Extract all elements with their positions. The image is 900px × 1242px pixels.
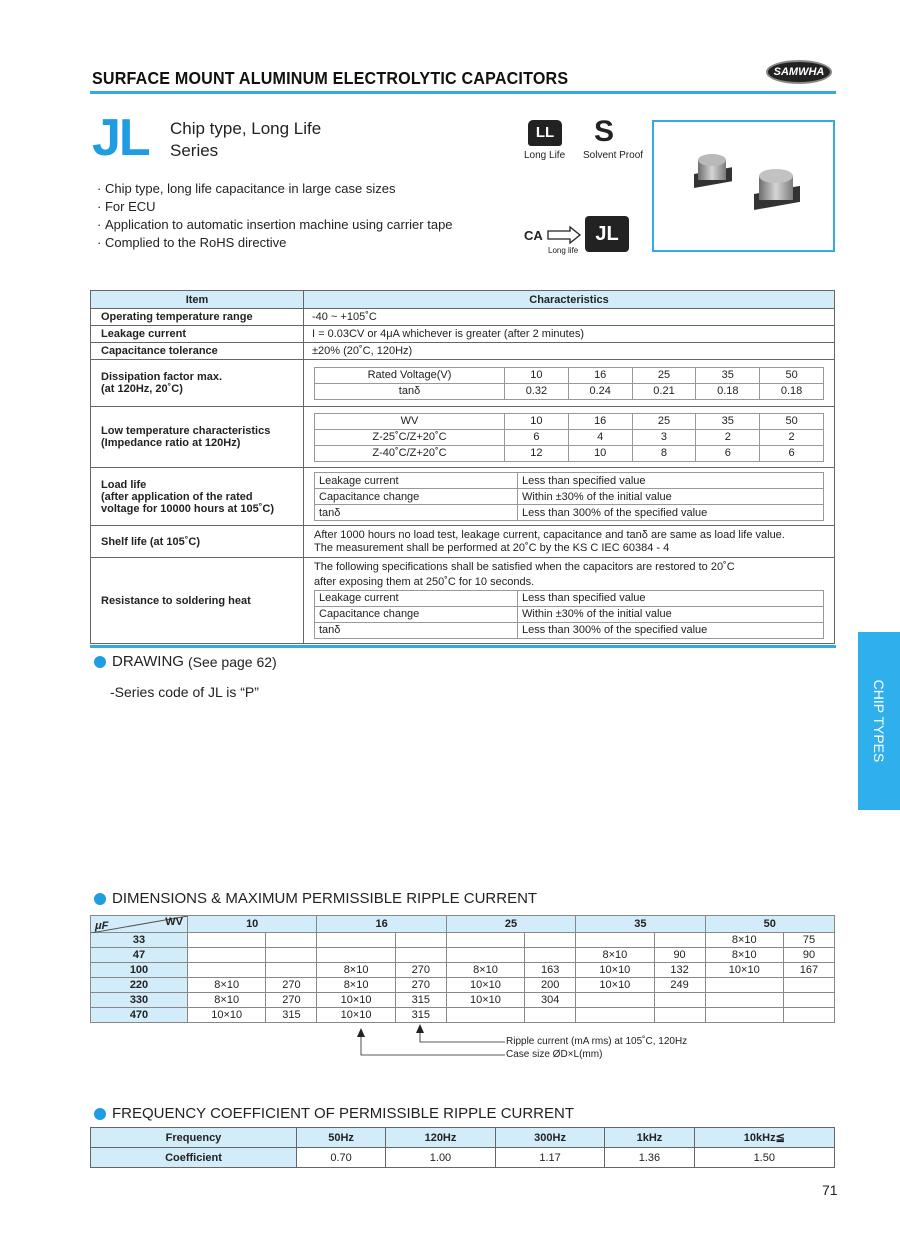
long-life-icon: LL xyxy=(528,120,562,146)
series-code: JL xyxy=(92,109,149,167)
lt-value: 2 xyxy=(760,429,824,445)
dim-ripple-current: 249 xyxy=(654,978,705,993)
dim-ripple-current: 304 xyxy=(525,993,576,1008)
dim-voltage-header: 25 xyxy=(446,916,575,933)
df-label-line1: Dissipation factor max. xyxy=(101,371,223,383)
dim-case-size xyxy=(317,933,395,948)
dim-case-size xyxy=(576,1008,654,1023)
dim-ripple-current: 200 xyxy=(525,978,576,993)
solder-criteria: Less than specified value xyxy=(518,591,824,607)
dim-table-row xyxy=(91,993,835,1008)
coef-value: 1.50 xyxy=(694,1148,834,1168)
dim-case-size: 8×10 xyxy=(317,963,395,978)
dim-ripple-current xyxy=(525,1008,576,1023)
feature-item: · Application to automatic insertion machine using carrier tape xyxy=(97,216,453,234)
dim-ripple-current: 167 xyxy=(783,963,834,978)
dim-case-size: 10×10 xyxy=(576,963,654,978)
df-value: 0.32 xyxy=(505,383,569,399)
flow-to-series: JL xyxy=(585,216,629,252)
series-desc-line1: Chip type, Long Life xyxy=(170,119,322,138)
df-value: 0.24 xyxy=(568,383,632,399)
freq-value: 1kHz xyxy=(605,1128,694,1148)
dim-ripple-current xyxy=(266,933,317,948)
shelf-line2: The measurement shall be performed at 20˚C by the KS C IEC 60384 - 4 xyxy=(314,541,670,554)
leakage-value: I = 0.03CV or 4μA whichever is greater (after 2 minutes) xyxy=(304,326,835,343)
dim-case-size: 8×10 xyxy=(188,978,266,993)
solder-line2: after exposing them at 250˚C for 10 seconds. xyxy=(314,576,535,588)
dim-table-row xyxy=(91,933,835,948)
lt-voltage: 16 xyxy=(568,413,632,429)
spec-header-item: Item xyxy=(91,291,304,309)
shelf-life-value xyxy=(304,526,835,558)
dissipation-factor-label xyxy=(91,360,304,407)
lt-row1-label: Z-25˚C/Z+20˚C xyxy=(315,429,505,445)
load-life-label xyxy=(91,468,304,526)
dim-case-size xyxy=(188,933,266,948)
solder-item: tanδ xyxy=(315,623,518,639)
dim-ripple-current xyxy=(395,948,446,963)
drawing-divider xyxy=(90,645,836,648)
dimensions-table xyxy=(90,915,835,1023)
solder-criteria: Within ±30% of the initial value xyxy=(518,607,824,623)
dim-ripple-current: 315 xyxy=(395,1008,446,1023)
solder-line1: The following specifications shall be satisfied when the capacitors are restored to 20˚C xyxy=(314,561,735,573)
dim-case-size xyxy=(576,933,654,948)
load-label-line1: Load life xyxy=(101,478,147,491)
product-photo xyxy=(652,120,835,252)
spec-header-characteristics: Characteristics xyxy=(304,291,835,309)
freq-row-label: Frequency xyxy=(91,1128,297,1148)
dim-ripple-current xyxy=(783,1008,834,1023)
dim-case-size xyxy=(446,948,524,963)
load-life-subtable xyxy=(314,472,824,521)
df-value: 0.18 xyxy=(760,383,824,399)
frequency-title: FREQUENCY COEFFICIENT OF PERMISSIBLE RIPPLE CURRENT xyxy=(112,1105,575,1122)
dim-capacitance: 220 xyxy=(91,978,188,993)
load-label-line3: voltage for 10000 hours at 105˚C) xyxy=(101,502,275,515)
dim-capacitance: 330 xyxy=(91,993,188,1008)
cap-tolerance-value: ±20% (20˚C, 120Hz) xyxy=(304,343,835,360)
dim-ripple-current: 163 xyxy=(525,963,576,978)
lt-value: 6 xyxy=(760,445,824,461)
dim-ripple-current xyxy=(395,933,446,948)
long-life-label: Long Life xyxy=(524,150,566,161)
df-voltage: 25 xyxy=(632,367,696,383)
dim-ripple-current xyxy=(654,1008,705,1023)
dim-case-size: 10×10 xyxy=(188,1008,266,1023)
page-number: 71 xyxy=(822,1182,838,1198)
lt-row2-label: Z-40˚C/Z+20˚C xyxy=(315,445,505,461)
dim-case-size: 8×10 xyxy=(705,933,783,948)
solvent-proof-label: Solvent Proof xyxy=(583,150,644,161)
chip-types-tab[interactable] xyxy=(858,632,900,810)
dim-ripple-current: 75 xyxy=(783,933,834,948)
lt-subtable xyxy=(314,413,824,462)
lt-head: WV xyxy=(315,413,505,429)
feature-item: · Complied to the RoHS directive xyxy=(97,234,453,252)
coef-value: 1.00 xyxy=(386,1148,496,1168)
leakage-label: Leakage current xyxy=(91,326,304,343)
lt-voltage: 50 xyxy=(760,413,824,429)
df-value: 0.21 xyxy=(632,383,696,399)
df-head: Rated Voltage(V) xyxy=(315,367,505,383)
low-temp-cell xyxy=(304,407,835,468)
load-life-cell xyxy=(304,468,835,526)
series-desc-line2: Series xyxy=(170,141,219,160)
dim-corner-cell xyxy=(91,916,188,933)
page-title: SURFACE MOUNT ALUMINUM ELECTROLYTIC CAPACITORS xyxy=(92,68,569,88)
bullet-dot-icon xyxy=(94,1108,106,1120)
df-voltage: 10 xyxy=(505,367,569,383)
dim-ripple-current: 315 xyxy=(266,1008,317,1023)
dissipation-factor-cell xyxy=(304,360,835,407)
lt-value: 6 xyxy=(696,445,760,461)
coef-row-label: Coefficient xyxy=(91,1148,297,1168)
soldering-heat-label: Resistance to soldering heat xyxy=(91,558,304,644)
dim-voltage-header: 16 xyxy=(317,916,446,933)
dim-ripple-current: 270 xyxy=(266,978,317,993)
dim-case-size xyxy=(188,963,266,978)
load-criteria: Within ±30% of the initial value xyxy=(518,489,824,505)
low-temp-label xyxy=(91,407,304,468)
load-label-line2: (after application of the rated xyxy=(101,490,253,503)
dim-ripple-current: 315 xyxy=(395,993,446,1008)
dimensions-heading xyxy=(94,890,537,907)
dim-case-size: 10×10 xyxy=(446,993,524,1008)
dim-case-size: 8×10 xyxy=(317,978,395,993)
lt-label-line1: Low temperature characteristics xyxy=(101,425,271,437)
dim-case-size: 10×10 xyxy=(576,978,654,993)
dim-case-size xyxy=(446,1008,524,1023)
coef-value: 1.36 xyxy=(605,1148,694,1168)
flow-from-series: CA xyxy=(524,228,543,243)
dim-table-row xyxy=(91,978,835,993)
drawing-page-ref: (See page 62) xyxy=(187,653,277,670)
dim-ripple-current xyxy=(266,963,317,978)
dim-ripple-current xyxy=(654,993,705,1008)
frequency-table xyxy=(90,1127,835,1168)
dim-case-size: 10×10 xyxy=(446,978,524,993)
df-voltage: 50 xyxy=(760,367,824,383)
freq-value: 120Hz xyxy=(386,1128,496,1148)
dim-ripple-current xyxy=(783,993,834,1008)
dim-case-size: 10×10 xyxy=(705,963,783,978)
lt-value: 8 xyxy=(632,445,696,461)
lt-value: 6 xyxy=(505,429,569,445)
lt-voltage: 10 xyxy=(505,413,569,429)
corner-wv: WV xyxy=(165,916,183,928)
freq-value: 10kHz≦ xyxy=(694,1128,834,1148)
df-voltage: 16 xyxy=(568,367,632,383)
load-item: Leakage current xyxy=(315,473,518,489)
dim-capacitance: 100 xyxy=(91,963,188,978)
dim-case-size: 8×10 xyxy=(188,993,266,1008)
shelf-life-label: Shelf life (at 105˚C) xyxy=(91,526,304,558)
df-voltage: 35 xyxy=(696,367,760,383)
dim-case-size: 8×10 xyxy=(446,963,524,978)
dim-case-size xyxy=(705,993,783,1008)
capacitor-illustration xyxy=(654,122,833,250)
bullet-dot-icon xyxy=(94,656,106,668)
load-criteria: Less than specified value xyxy=(518,473,824,489)
feature-item: · For ECU xyxy=(97,198,453,216)
soldering-heat-cell xyxy=(304,558,835,644)
dim-case-size: 10×10 xyxy=(317,993,395,1008)
lt-voltage: 25 xyxy=(632,413,696,429)
lt-value: 10 xyxy=(568,445,632,461)
dim-capacitance: 470 xyxy=(91,1008,188,1023)
dim-case-size xyxy=(188,948,266,963)
dim-case-size xyxy=(705,978,783,993)
dim-case-size: 8×10 xyxy=(705,948,783,963)
dim-case-size xyxy=(705,1008,783,1023)
dimensions-title: DIMENSIONS & MAXIMUM PERMISSIBLE RIPPLE CURRENT xyxy=(112,890,538,907)
op-temp-value: -40 ~ +105˚C xyxy=(304,309,835,326)
series-code-note: -Series code of JL is “P” xyxy=(110,684,259,700)
lt-label-line2: (Impedance ratio at 120Hz) xyxy=(101,437,241,449)
coef-value: 1.17 xyxy=(495,1148,605,1168)
series-description xyxy=(170,118,321,162)
flow-arrow-label: Long life xyxy=(548,246,579,255)
solder-item: Capacitance change xyxy=(315,607,518,623)
dim-case-size xyxy=(317,948,395,963)
legend-case-size: Case size ØD×L(mm) xyxy=(506,1049,603,1060)
dim-capacitance: 47 xyxy=(91,948,188,963)
right-arrow-icon xyxy=(546,225,582,245)
coef-value: 0.70 xyxy=(297,1148,386,1168)
drawing-heading xyxy=(94,653,277,670)
corner-uf: μF xyxy=(95,920,109,932)
dim-ripple-current xyxy=(783,978,834,993)
df-row-label: tanδ xyxy=(315,383,505,399)
dim-capacitance: 33 xyxy=(91,933,188,948)
cap-tolerance-label: Capacitance tolerance xyxy=(91,343,304,360)
feature-item: · Chip type, long life capacitance in large case sizes xyxy=(97,180,453,198)
dim-ripple-current: 132 xyxy=(654,963,705,978)
lt-value: 4 xyxy=(568,429,632,445)
bullet-dot-icon xyxy=(94,893,106,905)
lt-value: 12 xyxy=(505,445,569,461)
drawing-title: DRAWING xyxy=(112,653,184,670)
dim-case-size xyxy=(576,993,654,1008)
dim-ripple-current xyxy=(654,933,705,948)
dim-ripple-current xyxy=(525,948,576,963)
dim-ripple-current: 90 xyxy=(783,948,834,963)
load-criteria: Less than 300% of the specified value xyxy=(518,505,824,521)
dim-ripple-current xyxy=(266,948,317,963)
dim-ripple-current: 90 xyxy=(654,948,705,963)
shelf-line1: After 1000 hours no load test, leakage current, capacitance and tanδ are same as load life value. xyxy=(314,528,785,541)
dim-voltage-header: 35 xyxy=(576,916,705,933)
dim-ripple-current: 270 xyxy=(395,963,446,978)
dim-ripple-current xyxy=(525,933,576,948)
dim-case-size: 10×10 xyxy=(317,1008,395,1023)
dim-voltage-header: 50 xyxy=(705,916,834,933)
lt-voltage: 35 xyxy=(696,413,760,429)
samwha-logo: SAMWHA xyxy=(766,60,832,84)
load-item: Capacitance change xyxy=(315,489,518,505)
specification-table xyxy=(90,290,835,644)
dim-case-size xyxy=(446,933,524,948)
dim-ripple-current: 270 xyxy=(266,993,317,1008)
df-subtable xyxy=(314,367,824,400)
dim-table-row xyxy=(91,1008,835,1023)
df-label-line2: (at 120Hz, 20˚C) xyxy=(101,383,183,395)
solder-subtable xyxy=(314,590,824,639)
dim-table-row xyxy=(91,963,835,978)
dim-voltage-header: 10 xyxy=(188,916,317,933)
frequency-heading xyxy=(94,1105,574,1122)
freq-value: 300Hz xyxy=(495,1128,605,1148)
lt-value: 3 xyxy=(632,429,696,445)
load-item: tanδ xyxy=(315,505,518,521)
solder-item: Leakage current xyxy=(315,591,518,607)
legend-ripple: Ripple current (mA rms) at 105˚C, 120Hz xyxy=(506,1036,688,1047)
lt-value: 2 xyxy=(696,429,760,445)
solvent-proof-icon: S xyxy=(593,115,614,148)
dim-ripple-current: 270 xyxy=(395,978,446,993)
dim-case-size: 8×10 xyxy=(576,948,654,963)
df-value: 0.18 xyxy=(696,383,760,399)
title-divider xyxy=(90,91,836,94)
freq-value: 50Hz xyxy=(297,1128,386,1148)
dimension-legend-arrows xyxy=(355,1024,515,1064)
solder-criteria: Less than 300% of the specified value xyxy=(518,623,824,639)
dim-table-row xyxy=(91,948,835,963)
feature-list xyxy=(97,180,453,252)
chip-types-tab-label: CHIP TYPES xyxy=(871,679,887,763)
op-temp-label: Operating temperature range xyxy=(91,309,304,326)
